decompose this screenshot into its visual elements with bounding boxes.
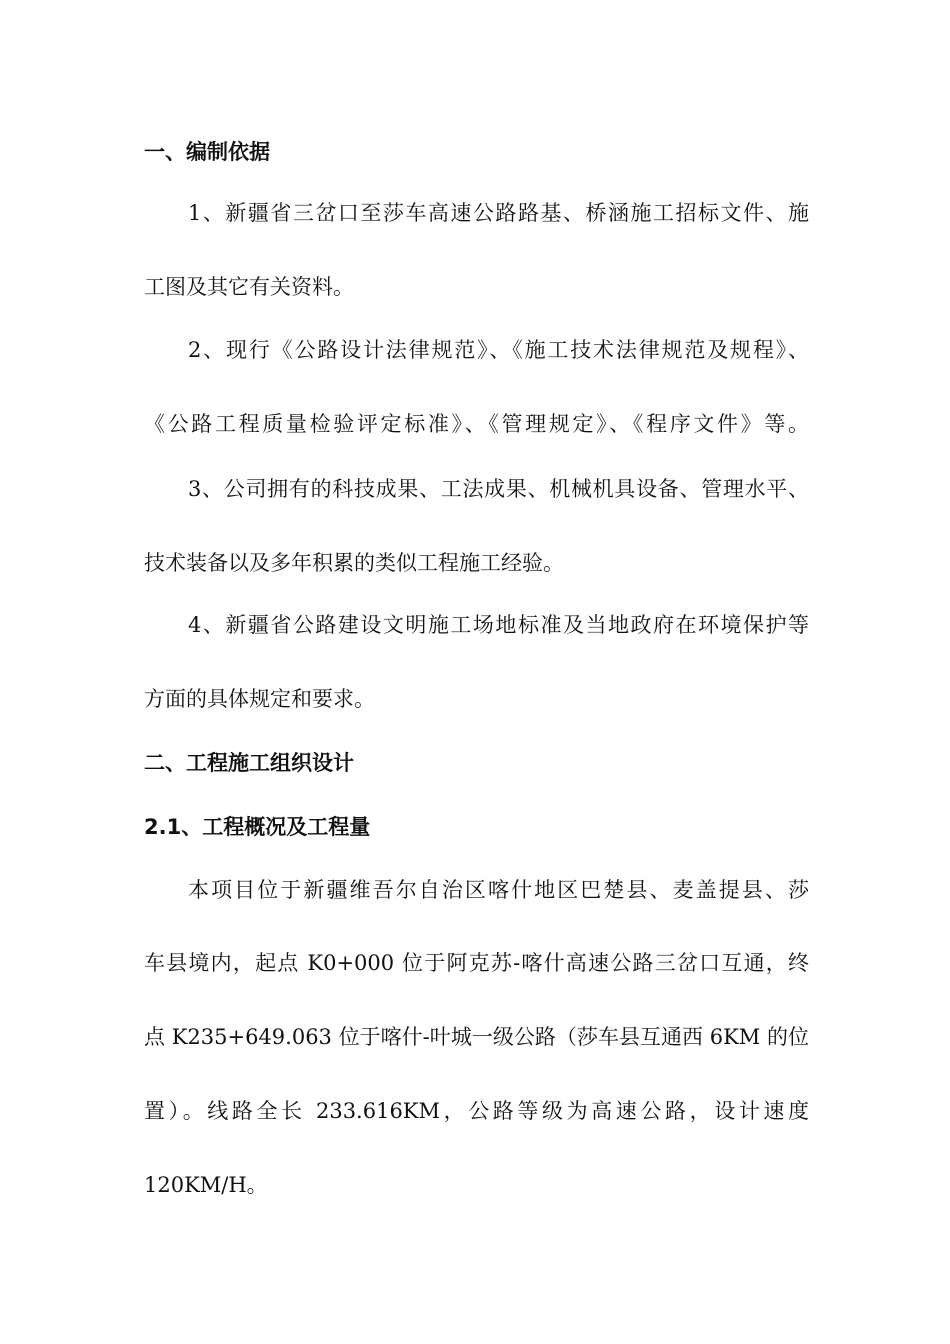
basis-item-1-line-1: 1、新疆省三岔口至莎车高速公路路基、桥涵施工招标文件、施 — [188, 201, 809, 225]
subsection-2-1-title: 2.1、工程概况及工程量 — [144, 815, 371, 839]
overview-line-4: 置）。线路全长 233.616KM，公路等级为高速公路，设计速度 — [144, 1099, 809, 1123]
overview-line-1: 本项目位于新疆维吾尔自治区喀什地区巴楚县、麦盖提县、莎 — [188, 878, 809, 902]
section-2-title: 二、工程施工组织设计 — [144, 751, 354, 775]
basis-item-2-line-1: 2、现行《公路设计法律规范》、《施工技术法律规范及规程》、 — [188, 338, 809, 362]
overview-line-3: 点 K235+649.063 位于喀什-叶城一级公路（莎车县互通西 6KM 的位 — [144, 1025, 809, 1049]
basis-item-1-line-2: 工图及其它有关资料。 — [144, 275, 354, 299]
section-1-title: 一、编制依据 — [144, 140, 270, 164]
basis-item-4-line-2: 方面的具体规定和要求。 — [144, 687, 375, 711]
basis-item-3-line-2: 技术装备以及多年积累的类似工程施工经验。 — [144, 551, 564, 575]
overview-line-2: 车县境内，起点 K0+000 位于阿克苏-喀什高速公路三岔口互通，终 — [144, 951, 809, 975]
overview-line-5: 120KM/H。 — [144, 1173, 268, 1197]
basis-item-2-line-2: 《公路工程质量检验评定标准》、《管理规定》、《程序文件》等。 — [144, 412, 809, 436]
basis-item-4-line-1: 4、新疆省公路建设文明施工场地标准及当地政府在环境保护等 — [188, 613, 809, 637]
basis-item-3-line-1: 3、公司拥有的科技成果、工法成果、机械机具设备、管理水平、 — [188, 477, 809, 501]
